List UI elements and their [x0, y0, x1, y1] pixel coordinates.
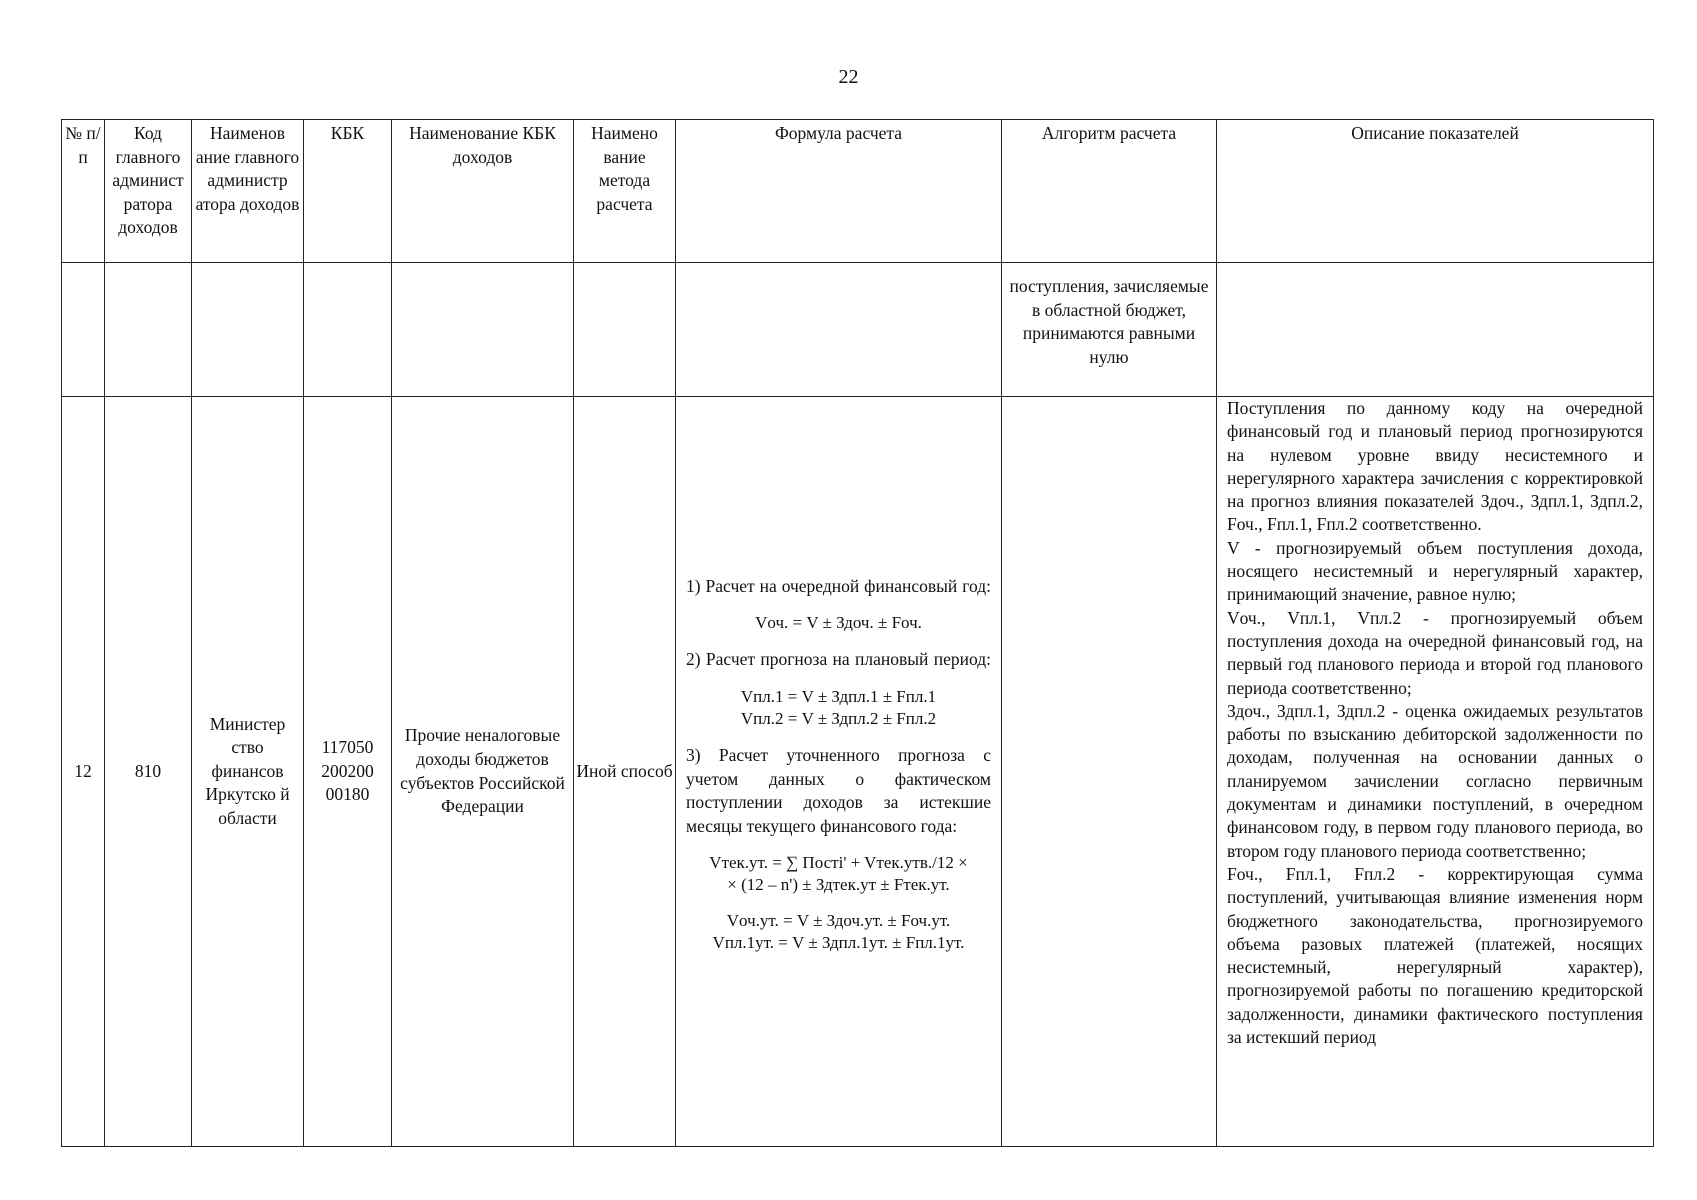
cell-admin-name: Министер ство финансов Иркутско й области — [192, 397, 304, 1147]
table-header-row — [62, 120, 1654, 263]
header-description: Описание показателей — [1217, 120, 1654, 263]
header-kbk-name: Наименование КБК доходов — [392, 120, 574, 263]
page-number: 22 — [838, 66, 859, 88]
header-admin-code: Код главного админист ратора доходов — [105, 120, 192, 263]
formula-eq-4b: Vпл.1ут. = V ± Здпл.1ут. ± Fпл.1ут. — [712, 933, 965, 953]
formula-eq-4a: Vоч.ут. = V ± Здоч.ут. ± Fоч.ут. — [726, 911, 951, 931]
description-paragraph-4: Здоч., Здпл.1, Здпл.2 - оценка ожидаемых результатов работы по взысканию дебиторской задолженности по доходам, полученная на основании данных о планируемом зачислении согласно первичным документам и динамики поступлений, в очередном финансовом году, в первом году планового периода, во втором году планового периода соответственно; — [1227, 700, 1643, 861]
cell-empty — [392, 263, 574, 397]
header-number: № п/п — [62, 120, 105, 263]
description-paragraph-3: Vоч., Vпл.1, Vпл.2 - прогнозируемый объем поступления дохода на очередной финансовый год, на первый год планового периода и второй год планового периода соответственно; — [1227, 607, 1643, 698]
cell-kbk: 117050 200200 00180 — [304, 397, 392, 1147]
table-row-12 — [62, 397, 1654, 1147]
header-formula: Формула расчета — [676, 120, 1002, 263]
cell-empty — [1217, 263, 1654, 397]
cell-admin-code: 810 — [105, 397, 192, 1147]
cell-empty — [192, 263, 304, 397]
description-paragraph-1: Поступления по данному коду на очередной финансовый год и плановый период прогнозируются на нулевом уровне ввиду несистемного и нерегулярного характера зачисления с корректировкой на прогноз влияния показателей Здоч., Здпл.1, Здпл.2, Fоч., Fпл.1, Fпл.2 соответственно. — [1227, 398, 1643, 535]
header-algorithm: Алгоритм расчета — [1002, 120, 1217, 263]
formula-eq-3a: Vтек.ут. = ∑ Постi' + Vтек.утв./12 × — [709, 853, 968, 873]
formula-eq-3 — [686, 852, 991, 896]
formula-step-3: 3) Расчет уточненного прогноза с учетом данных о фактическом поступлении доходов за истекшие месяцы текущего финансового года: — [686, 744, 991, 836]
formula-eq-1: Vоч. = V ± Здоч. ± Fоч. — [755, 613, 922, 633]
cell-description — [1217, 397, 1654, 1147]
formula-step-1: 1) Расчет на очередной финансовый год: — [686, 575, 991, 596]
cell-kbk-name: Прочие неналоговые доходы бюджетов субъектов Российской Федерации — [392, 397, 574, 1147]
formula-eq-2b: Vпл.2 = V ± Здпл.2 ± Fпл.2 — [740, 708, 937, 728]
formula-eq-2a: Vпл.1 = V ± Здпл.1 ± Fпл.1 — [740, 686, 937, 706]
cell-formula — [676, 397, 1002, 1147]
cell-row-number: 12 — [62, 397, 105, 1147]
description-paragraph-2: V - прогнозируемый объем поступления дохода, носящего несистемный и нерегулярный характер, принимающий значение, равное нулю; — [1227, 537, 1643, 605]
cell-empty — [574, 263, 676, 397]
description-paragraph-5: Fоч., Fпл.1, Fпл.2 - корректирующая сумма поступлений, учитывающая влияние изменения норм бюджетного законодательства, прогнозируемого объема разовых платежей (платежей, носящих несистемный, нерегулярный характер), прогнозируемой работы по погашению кредиторской задолженности, динамики фактического поступления за истекший период — [1227, 863, 1643, 1048]
table-row-continuation — [62, 263, 1654, 397]
cell-empty — [62, 263, 105, 397]
cell-empty — [304, 263, 392, 397]
header-admin-name: Наименов ание главного администр атора доходов — [192, 120, 304, 263]
formula-eq-2 — [686, 686, 991, 730]
cell-method: Иной способ — [574, 397, 676, 1147]
cell-empty — [676, 263, 1002, 397]
header-method: Наимено вание метода расчета — [574, 120, 676, 263]
cell-empty — [105, 263, 192, 397]
formula-eq-3b: × (12 – n') ± Здтек.ут ± Fтек.ут. — [727, 875, 950, 895]
header-kbk: КБК — [304, 120, 392, 263]
cell-algorithm-continuation: поступления, зачисляемые в областной бюджет, принимаются равными нулю — [1002, 263, 1217, 397]
cell-algorithm — [1002, 397, 1217, 1147]
formula-step-2: 2) Расчет прогноза на плановый период: — [686, 649, 991, 670]
revenue-forecast-table — [61, 119, 1654, 1147]
formula-eq-4 — [686, 910, 991, 954]
